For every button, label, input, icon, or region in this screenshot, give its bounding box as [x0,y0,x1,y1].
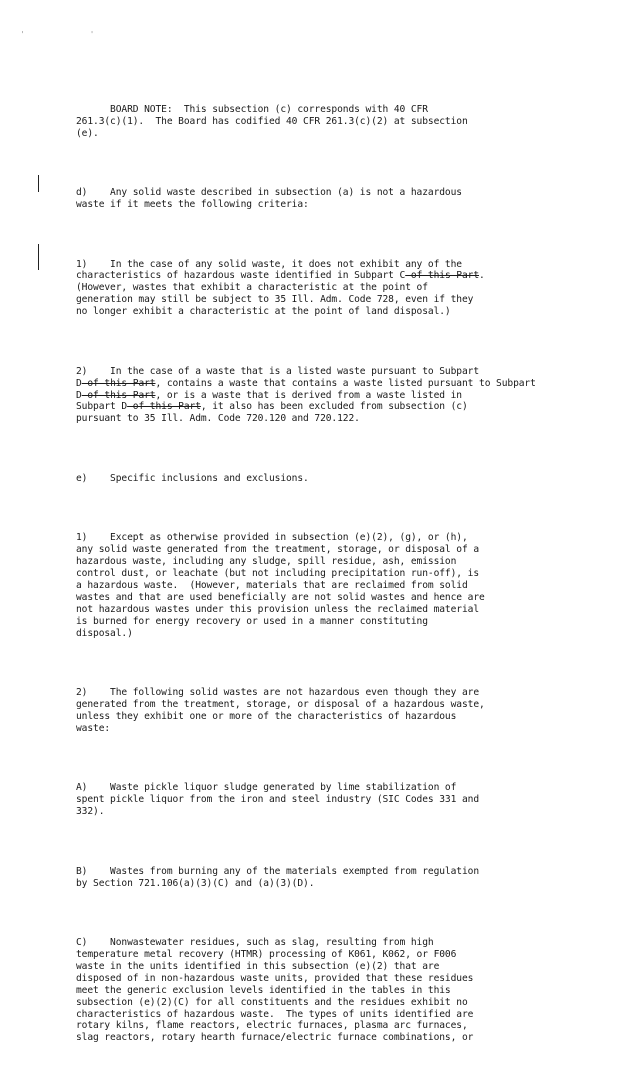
text-line: disposed of in non-hazardous waste units, provided that these residues [76,972,474,984]
text-line: subsection (e)(2)(C) for all constituents and the residues exhibit no [76,996,468,1008]
board-note [76,104,546,140]
text-line: rotary kilns, flame reactors, electric furnaces, plasma arc furnaces, [76,1020,468,1032]
text-line: waste in the units identified in this subsection (e)(2) that are [76,960,440,972]
text-line: characteristics of hazardous waste. The types of units identified are [76,1008,474,1020]
text-line: wastes and that are used beneficially are not solid wastes and hence are [76,591,485,603]
subsection-d1 [76,259,546,319]
subsection-d2 [76,366,546,426]
subsection-e2b [76,866,546,890]
text-line: . [479,270,485,282]
text-line: characteristics of hazardous waste identified in Subpart C [76,270,406,282]
text-line: generation may still be subject to 35 Ill. Adm. Code 728, even if they [76,294,474,306]
text-line: D [76,389,82,401]
text-line: waste if it meets the following criteria: [76,199,309,211]
text-line: (e). [76,127,99,139]
text-line: BOARD NOTE: This subsection (c) corresponds with 40 CFR [76,103,428,115]
subsection-e2 [76,687,546,735]
text-line: , or is a waste that is derived from a waste listed in [155,389,462,401]
deleted-text: of this Part [405,270,480,282]
text-line: temperature metal recovery (HTMR) processing of K061, K062, or F006 [76,949,457,961]
text-line: spent pickle liquor from the iron and steel industry (SIC Codes 331 and [76,794,479,806]
text-line: unless they exhibit one or more of the characteristics of hazardous [76,710,457,722]
text-line: control dust, or leachate (but not including precipitation run-off), is [76,568,479,580]
text-line: A) Waste pickle liquor sludge generated by lime stabilization of [76,782,457,794]
deleted-text: of this Part [81,389,156,401]
text-line: 2) The following solid wastes are not hazardous even though they are [76,687,479,699]
text-line: 1) Except as otherwise provided in subsection (e)(2), (g), or (h), [76,532,468,544]
text-line: pursuant to 35 Ill. Adm. Code 720.120 and 720.122. [76,413,360,425]
text-line: D [76,377,82,389]
scan-specks: ' ' [20,30,125,39]
subsection-e [76,473,546,485]
text-line: slag reactors, rotary hearth furnace/electric furnace combinations, or [76,1032,474,1044]
text-line: Subpart D [76,401,128,413]
deleted-text: of this Part [81,377,156,389]
text-line: not hazardous wastes under this provision unless the reclaimed material [76,603,479,615]
text-line: B) Wastes from burning any of the materials exempted from regulation [76,865,479,877]
text-line: 332). [76,806,105,818]
text-line: hazardous waste, including any sludge, spill residue, ash, emission [76,556,457,568]
text-line: no longer exhibit a characteristic at the point of land disposal.) [76,306,451,318]
text-line: , contains a waste that contains a waste listed pursuant to Subpart [155,377,536,389]
text-line: d) Any solid waste described in subsection (a) is not a hazardous [76,187,462,199]
subsection-e1 [76,532,546,639]
text-line: is burned for energy recovery or used in a manner constituting [76,615,428,627]
text-line: generated from the treatment, storage, or disposal of a hazardous waste, [76,699,485,711]
subsection-d [76,187,546,211]
revision-bar [38,244,39,270]
text-line: 1) In the case of any solid waste, it does not exhibit any of the [76,258,462,270]
text-line: waste: [76,722,111,734]
subsection-e2a [76,782,546,818]
text-line: meet the generic exclusion levels identified in the tables in this [76,984,451,996]
text-line: (However, wastes that exhibit a characteristic at the point of [76,282,428,294]
text-line: , it also has been excluded from subsection (c) [200,401,468,413]
text-line: by Section 721.106(a)(3)(C) and (a)(3)(D). [76,877,315,889]
document-text [76,80,546,1080]
subsection-e2c [76,937,546,1044]
text-line: C) Nonwastewater residues, such as slag, resulting from high [76,937,434,949]
text-line: disposal.) [76,627,133,639]
text-line: any solid waste generated from the treatment, storage, or disposal of a [76,544,479,556]
text-line: 2) In the case of a waste that is a listed waste pursuant to Subpart [76,365,479,377]
text-line: e) Specific inclusions and exclusions. [76,472,309,484]
text-line: a hazardous waste. (However, materials that are reclaimed from solid [76,579,468,591]
deleted-text: of this Part [127,401,201,413]
revision-bar [38,175,39,192]
text-line: 261.3(c)(1). The Board has codified 40 CFR 261.3(c)(2) at subsection [76,115,468,127]
